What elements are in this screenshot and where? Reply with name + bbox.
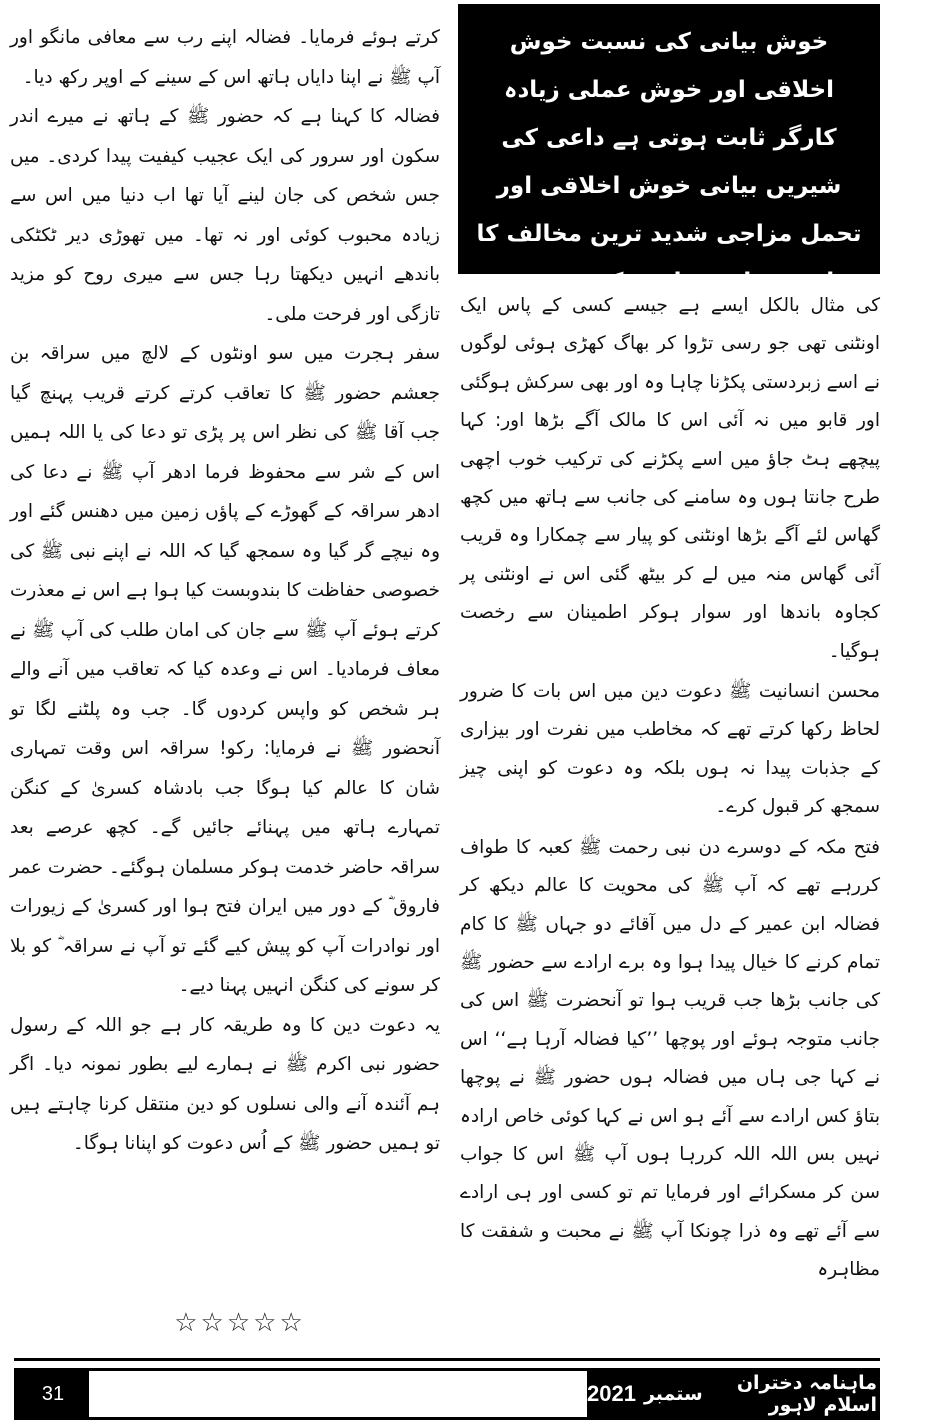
issue-year: 2021 xyxy=(587,1381,636,1406)
paragraph: محسن انسانیت ﷺ دعوت دین میں اس بات کا ضرور لحاظ رکھا کرتے تھے کہ مخاطب میں نفرت اور بیزاری کے جذبات پیدا نہ ہوں بلکہ وہ دعوت کو اپنی چیز سمجھ کر قبول کرے۔ xyxy=(460,681,880,818)
paragraph: کی مثال بالکل ایسے ہے جیسے کسی کے پاس ایک اونٹنی تھی جو رسی تڑوا کر بھاگ کھڑی ہوئی لوگوں نے اسے زبردستی پکڑنا چاہا وہ اور بھی سرکش ہوگئی اور قابو میں نہ آئی اس کا مالک آگے بڑھا اور: کہا پیچھے ہٹ جاؤ میں اسے پکڑنے کی ترکیب خوب اچھی طرح جانتا ہوں وہ سامنے کی جانب سے ہاتھ میں کچھ گھاس لئے آگے بڑھا اونٹنی کو پیار سے چمکارا وہ قریب آئی گھاس منہ میں لے کر بیٹھ گئی اس نے اونٹنی پر کجاوہ باندھا اور سوار ہوکر اطمینان سے رخصت ہوگیا۔ xyxy=(460,295,880,662)
paragraph: یہ دعوت دین کا وہ طریقہ کار ہے جو اللہ کے رسول حضور نبی اکرم ﷺ نے ہمارے لیے بطور نمونہ دیا۔ اگر ہم آئندہ آنے والی نسلوں کو دین منتقل کرنا چاہتے ہیں تو ہمیں حضور ﷺ کے اُس دعوت کو اپنانا ہوگا۔ xyxy=(10,1014,440,1154)
paragraph: فضالہ کا کہنا ہے کہ حضور ﷺ کے ہاتھ نے میرے اندر سکون اور سرور کی ایک عجیب کیفیت پیدا کردی۔ میں جس شخص کی جان لینے آیا تھا اب دنیا میں اس سے زیادہ محبوب کوئی اور نہ تھا۔ میں تھوڑی دیر ٹکٹکی باندھے انہیں دیکھتا رہا جس سے میری روح کو مزید تازگی اور فرحت ملی۔ xyxy=(10,106,440,325)
page-number: 31 xyxy=(17,1371,89,1417)
paragraph: فتح مکہ کے دوسرے دن نبی رحمت ﷺ کعبہ کا طواف کررہے تھے کہ آپ ﷺ کی محویت کا عالم دیکھ کر فضالہ ابن عمیر کے دل میں آقائے دو جہاں ﷺ کا کام تمام کرنے کا خیال پیدا ہوا وہ برے ارادے سے حضور ﷺ کی جانب بڑھا جب قریب ہوا تو آنحضرت ﷺ اس کی جانب متوجہ ہوئے اور پوچھا ’’کیا فضالہ آرہا ہے‘‘ اس نے کہا جی ہاں میں فضالہ ہوں حضور ﷺ نے پوچھا بتاؤ کس ارادے سے آئے ہو اس نے کہا کوئی خاص ارادہ نہیں بس اللہ اللہ کررہا ہوں آپ ﷺ اس کا جواب سن کر مسکرائے اور فرمایا تم تو کسی اور ہی ارادے سے آئے تھے وہ ذرا چونکا آپ ﷺ نے محبت و شفقت کا مظاہرہ xyxy=(460,836,880,1281)
paragraph: سفر ہجرت میں سو اونٹوں کے لالچ میں سراقہ بن جعشم حضور ﷺ کا تعاقب کرتے کرتے قریب پہنچ گیا جب آقا ﷺ کی نظر اس پر پڑی تو دعا کی یا اللہ ہمیں اس کے شر سے محفوظ فرما ادھر آپ ﷺ نے دعا کی ادھر سراقہ کے گھوڑے کے پاؤں زمین میں دھنس گئے اور وہ نیچے گر گیا وہ سمجھ گیا کہ اللہ نے اپنے نبی ﷺ کی خصوصی حفاظت کا بندوبست کیا ہوا ہے اس نے معذرت کرتے ہوئے آپ ﷺ سے جان کی امان طلب کی آپ ﷺ نے معاف فرمادیا۔ اس نے وعدہ کیا کہ تعاقب میں آنے والے ہر شخص کو واپس کردوں گا۔ جب وہ پلٹنے لگا تو آنحضور ﷺ نے فرمایا: رکو! سراقہ اس وقت تمہاری شان کا عالم کیا ہوگا جب بادشاہ کسریٰ کے کنگن تمہارے ہاتھ میں پہنائے جائیں گے۔ کچھ عرصے بعد سراقہ حاضر خدمت ہوکر مسلمان ہوگئے۔ حضرت عمر فاروق ؓ کے دور میں ایران فتح ہوا اور کسریٰ کے زیورات اور نوادرات آپ کو پیش کیے گئے تو آپ نے سراقہ ؓ کو بلا کر سونے کی کنگن انہیں پہنا دیے۔ xyxy=(10,343,440,996)
article-column-left xyxy=(10,18,440,1164)
magazine-name: ماہنامہ دختران اسلام لاہور xyxy=(736,1372,877,1416)
pull-quote-box xyxy=(458,4,880,295)
footer-rule xyxy=(14,1358,880,1361)
magazine-masthead xyxy=(587,1371,877,1417)
page-footer xyxy=(14,1368,880,1420)
section-divider-stars: ☆☆☆☆☆ xyxy=(174,1308,306,1338)
issue-month: ستمبر xyxy=(643,1383,703,1405)
article-column-right xyxy=(460,287,880,1290)
paragraph: کرتے ہوئے فرمایا۔ فضالہ اپنے رب سے معافی مانگو اور آپ ﷺ نے اپنا دایاں ہاتھ اس کے سینے کے اوپر رکھ دیا۔ xyxy=(10,27,440,88)
pull-quote-text: خوش بیانی کی نسبت خوش اخلاقی اور خوش عملی زیادہ کارگر ثابت ہوتی ہے داعی کی شیریں بیانی خوش اخلاقی اور تحمل مزاجی شدید ترین مخالف کا دل بھی اپنی طرف کھینچتی ہے xyxy=(476,29,862,295)
footer-spacer xyxy=(89,1371,587,1417)
